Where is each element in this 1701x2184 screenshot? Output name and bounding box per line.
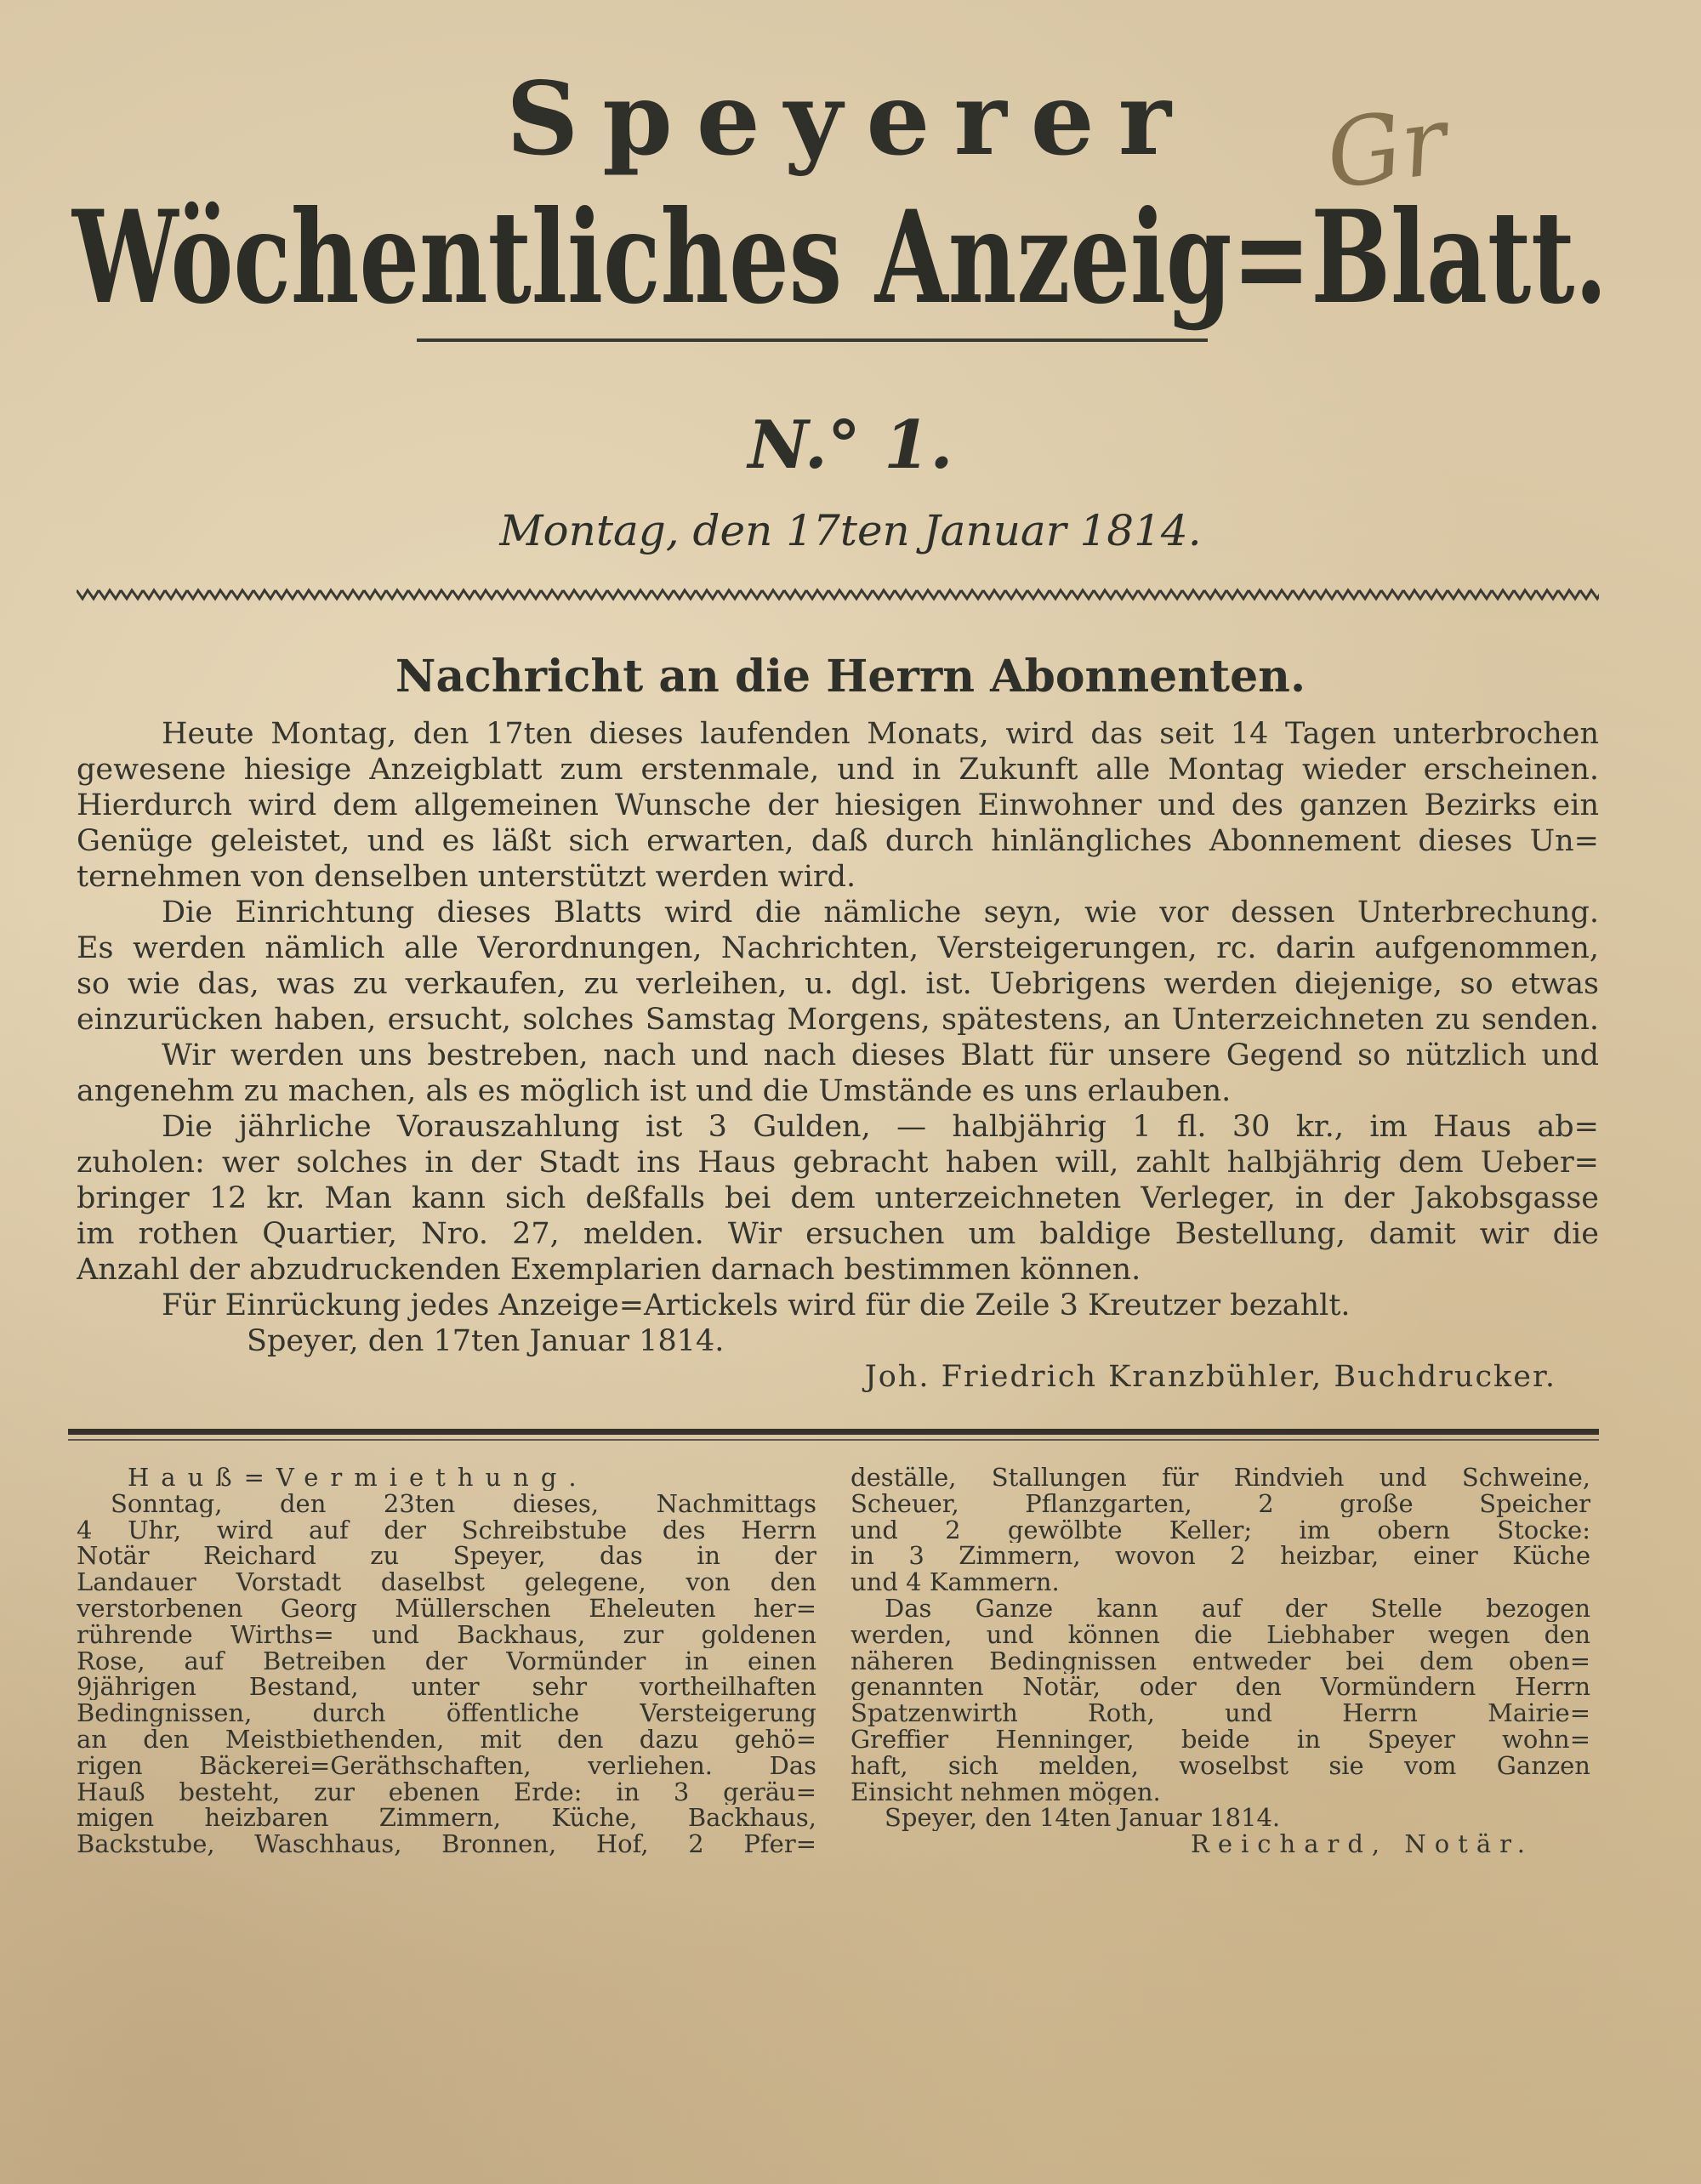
handwritten-mark: Gr — [1319, 85, 1454, 211]
masthead-title-speyerer: Speyerer — [506, 60, 1195, 178]
text-line: Anzahl der abzudruckenden Exemplarien darnach bestimmen können. — [77, 1253, 1141, 1287]
text-line: werden, und können die Liebhaber wegen den — [850, 1621, 1590, 1648]
text-line: Die jährliche Vorauszahlung ist 3 Gulden, — halbjährig 1 fl. 30 kr., im Haus ab= — [162, 1110, 1599, 1144]
text-line: Es werden nämlich alle Verordnungen, Nachrichten, Versteigerungen, rc. darin aufgenommen, — [77, 931, 1599, 965]
text-line: Speyer, den 14ten Januar 1814. — [885, 1805, 1281, 1832]
text-line: Landauer Vorstadt daselbst gelegene, von den — [77, 1569, 816, 1595]
text-line: rührende Wirths= und Backhaus, zur goldenen — [77, 1621, 816, 1648]
text-line: Genüge geleistet, und es läßt sich erwarten, daß durch hinlängliches Abonnement dieses Un= — [77, 824, 1599, 858]
masthead-title-anzeigblatt: Wöchentliches Anzeig=Blatt. — [72, 183, 1607, 333]
text-line: Bedingnissen, durch öffentliche Versteigerung — [77, 1700, 816, 1726]
text-line: Einsicht nehmen mögen. — [850, 1778, 1161, 1806]
notice-body — [77, 716, 1599, 1395]
text-line: im rothen Quartier, Nro. 27, melden. Wir ersuchen um baldige Bestellung, damit wir die — [77, 1217, 1599, 1251]
text-line: haft, sich melden, woselbst sie vom Ganzen — [850, 1752, 1590, 1779]
text-line: Die Einrichtung dieses Blatts wird die nämliche seyn, wie vor dessen Unterbrechung. — [162, 896, 1599, 930]
section-rule-thick — [68, 1429, 1599, 1435]
text-line: und 2 gewölbte Keller; im obern Stocke: — [850, 1516, 1590, 1544]
text-line: angenehm zu machen, als es möglich ist und die Umstände es uns erlauben. — [77, 1074, 1232, 1108]
text-line: Reichard, Notär. — [1191, 1831, 1534, 1857]
text-line: Hauß besteht, zur ebenen Erde: in 3 geräu= — [77, 1778, 816, 1806]
text-line: Für Einrückung jedes Anzeige=Artickels wird für die Zeile 3 Kreutzer bezahlt. — [162, 1288, 1351, 1322]
text-line: ternehmen von denselben unterstützt werden wird. — [77, 860, 856, 894]
advert-heading: Hauß=Vermiethung. — [128, 1465, 589, 1491]
text-line: bringer 12 kr. Man kann sich deßfalls bei dem unterzeichneten Verleger, in der Jakobsgasse — [77, 1181, 1599, 1215]
text-line: migen heizbaren Zimmern, Küche, Backhaus, — [77, 1805, 816, 1832]
text-line: 9jährigen Bestand, unter sehr vortheilhaften — [77, 1674, 816, 1701]
notice-heading: Nachricht an die Herrn Abonnenten. — [395, 651, 1306, 702]
text-line: Joh. Friedrich Kranzbühler, Buchdrucker. — [864, 1360, 1556, 1394]
issue-date: Montag, den 17ten Januar 1814. — [499, 506, 1202, 555]
text-line: Hierdurch wird dem allgemeinen Wunsche der hiesigen Einwohner und des ganzen Bezirks ein — [77, 788, 1599, 822]
masthead-rule — [417, 338, 1208, 342]
text-line: Greffier Henninger, beide in Speyer wohn= — [850, 1726, 1590, 1753]
text-line: verstorbenen Georg Müllerschen Eheleuten her= — [77, 1595, 816, 1622]
text-line: einzurücken haben, ersucht, solches Samstag Morgens, spätestens, an Unterzeichneten zu senden. — [77, 1003, 1599, 1037]
advert-right-column — [850, 1465, 1590, 1857]
text-line: Heute Montag, den 17ten dieses laufenden Monats, wird das seit 14 Tagen unterbrochen — [162, 717, 1599, 751]
text-line: rigen Bäckerei=Geräthschaften, verliehen. Das — [77, 1752, 816, 1779]
text-line: näheren Bedingnissen entweder bei dem oben= — [850, 1647, 1590, 1675]
text-line: Wir werden uns bestreben, nach und nach dieses Blatt für unsere Gegend so nützlich und — [162, 1038, 1599, 1072]
zigzag-divider — [77, 585, 1599, 604]
text-line: Speyer, den 17ten Januar 1814. — [247, 1324, 725, 1358]
text-line: Scheuer, Pflanzgarten, 2 große Speicher — [850, 1490, 1590, 1517]
text-line: Backstube, Waschhaus, Bronnen, Hof, 2 Pfer= — [77, 1831, 816, 1857]
text-line: 4 Uhr, wird auf der Schreibstube des Herrn — [77, 1516, 816, 1544]
text-line: so wie das, was zu verkaufen, zu verleihen, u. dgl. ist. Uebrigens werden diejenige, so etwas — [77, 967, 1599, 1001]
text-line: in 3 Zimmern, wovon 2 heizbar, einer Küche — [850, 1543, 1590, 1570]
text-line: Rose, auf Betreiben der Vormünder in einen — [77, 1647, 816, 1675]
text-line: deställe, Stallungen für Rindvieh und Schweine, — [850, 1465, 1590, 1491]
advert-left-column — [77, 1465, 816, 1857]
text-line: Das Ganze kann auf der Stelle bezogen — [885, 1595, 1590, 1622]
text-line: Spatzenwirth Roth, und Herrn Mairie= — [850, 1700, 1590, 1726]
text-line: an den Meistbiethenden, mit den dazu gehö= — [77, 1726, 816, 1753]
text-line: Sonntag, den 23ten dieses, Nachmittags — [111, 1490, 816, 1517]
section-rule-thin — [68, 1439, 1599, 1441]
text-line: genannten Notär, oder den Vormündern Herrn — [850, 1674, 1590, 1701]
text-line: Notär Reichard zu Speyer, das in der — [77, 1543, 816, 1570]
text-line: zuholen: wer solches in der Stadt ins Haus gebracht haben will, zahlt halbjährig dem Ueber= — [77, 1146, 1599, 1180]
text-line: und 4 Kammern. — [850, 1569, 1060, 1595]
text-line: gewesene hiesige Anzeigblatt zum erstenmale, und in Zukunft alle Montag wieder erscheinen. — [77, 753, 1599, 787]
issue-number: N.° 1. — [748, 407, 953, 484]
